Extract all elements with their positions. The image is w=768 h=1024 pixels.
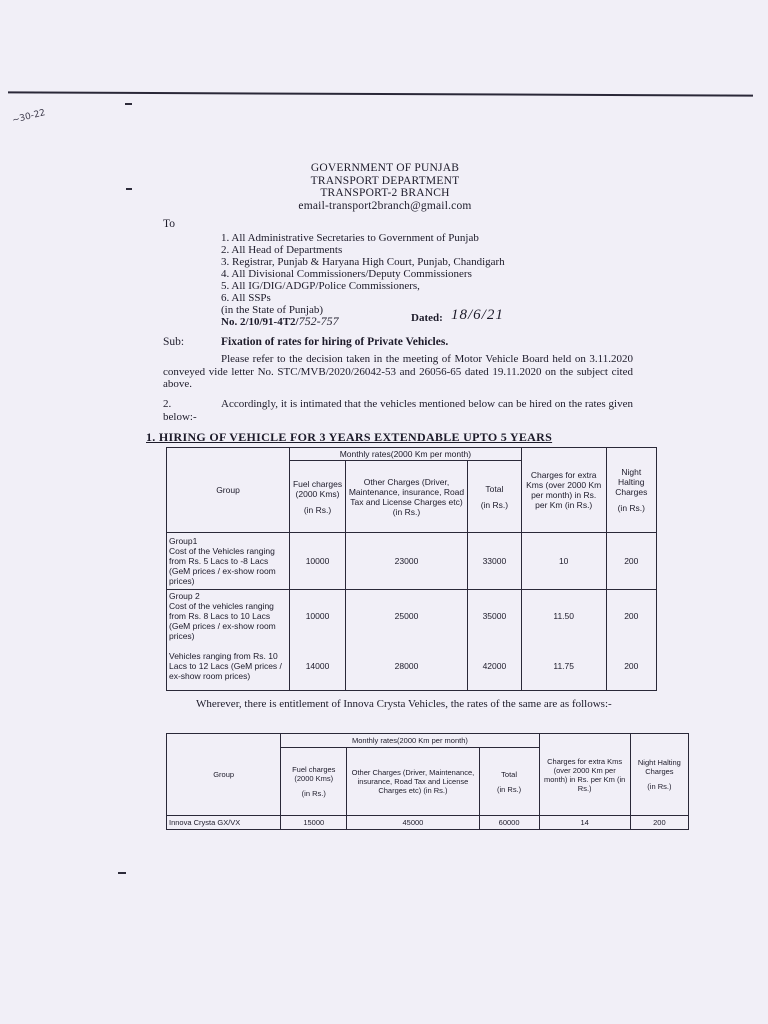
top-rule: [8, 91, 753, 96]
col-night-unit: (in Rs.): [617, 503, 645, 513]
subject-label: Sub:: [163, 336, 185, 348]
other-cell: 25000: [346, 590, 468, 643]
col-other: Other Charges (Driver, Maintenance, insurance, Road Tax and License Charges etc) (in Rs.): [347, 748, 479, 816]
group-title: Group 2: [169, 591, 200, 601]
group-desc: Vehicles ranging from Rs. 10 Lacs to 12 Lacs (GeM prices / ex-show room prices): [169, 650, 282, 681]
reference-handwritten: 752-757: [298, 314, 339, 328]
table-header-row: [167, 448, 657, 461]
rates-table-2: [166, 733, 689, 830]
col-fuel-label: Fuel charges (2000 Kms): [292, 765, 336, 783]
addressee-list: [221, 232, 505, 316]
col-total: [467, 461, 521, 533]
letterhead: [240, 162, 530, 212]
paragraph-1: Please refer to the decision taken in the meeting of Motor Vehicle Board held on 3.11.2020 conveyed vide letter No. STC/MVB/2020/26042-53 and 26056-65 dated 19.11.2020 on the subject cited above.: [163, 353, 633, 390]
monthly-rates-header: Monthly rates(2000 Km per month): [290, 448, 522, 461]
col-other-label: Other Charges (Driver, Maintenance, insurance, Road Tax and License Charges etc): [348, 476, 465, 507]
table-row: [167, 642, 657, 690]
table-row: [167, 816, 689, 830]
col-extra: Charges for extra Kms (over 2000 Km per month) in Rs. per Km (in Rs.): [521, 448, 606, 533]
other-cell: 45000: [347, 816, 479, 830]
col-fuel-label: Fuel charges (2000 Kms): [292, 478, 343, 499]
col-night-label: Night Halting Charges: [615, 467, 648, 497]
group-desc: Cost of the vehicles ranging from Rs. 8 Lacs to 10 Lacs (GeM prices / ex-show room prices): [169, 601, 276, 641]
paragraph-3: Wherever, there is entitlement of Innova Crysta Vehicles, the rates of the same are as follows:-: [196, 698, 612, 710]
paragraph-2: [163, 398, 633, 423]
table-header-row: [167, 734, 689, 748]
reference-label: No. 2/10/91-4T2/: [221, 316, 299, 328]
addressee-item: 1. All Administrative Secretaries to Government of Punjab: [221, 232, 479, 244]
addressee-item: 2. All Head of Departments: [221, 244, 343, 256]
fuel-cell: 14000: [290, 642, 346, 690]
night-cell: 200: [630, 816, 688, 830]
section-1-heading: 1. HIRING OF VEHICLE FOR 3 YEARS EXTENDABLE UPTO 5 YEARS: [146, 430, 553, 444]
extra-cell: 11.50: [521, 590, 606, 643]
col-total-label: Total: [501, 769, 518, 779]
extra-cell: 10: [521, 533, 606, 590]
group-cell: [167, 590, 290, 643]
header-government: GOVERNMENT OF PUNJAB: [310, 162, 460, 174]
total-cell: 42000: [467, 642, 521, 690]
night-cell: 200: [606, 590, 656, 643]
night-cell: 200: [606, 533, 656, 590]
addressee-item: (in the State of Punjab): [221, 304, 324, 316]
table-row: [167, 533, 657, 590]
col-fuel-unit: (in Rs.): [303, 504, 332, 515]
col-fuel-unit: (in Rs.): [301, 789, 326, 798]
paragraph-2-number: 2.: [163, 398, 172, 410]
subject-text: Fixation of rates for hiring of Private Vehicles.: [221, 336, 449, 348]
fuel-cell: 10000: [290, 533, 346, 590]
addressee-item: 4. All Divisional Commissioners/Deputy Commissioners: [221, 268, 472, 280]
group-title: Group1: [169, 536, 198, 546]
header-email: email-transport2branch@gmail.com: [298, 199, 472, 212]
col-total: [479, 748, 539, 816]
paragraph-2-text: Accordingly, it is intimated that the vehicles mentioned below can be hired on the rates given below:-: [163, 398, 633, 423]
col-night: [606, 448, 656, 533]
other-cell: 28000: [346, 642, 468, 690]
other-cell: 23000: [346, 533, 468, 590]
fuel-cell: 15000: [281, 816, 347, 830]
col-night-unit: (in Rs.): [647, 782, 672, 791]
addressee-item: 5. All IG/DIG/ADGP/Police Commissioners,: [221, 280, 420, 292]
total-cell: 33000: [467, 533, 521, 590]
col-fuel: [290, 461, 346, 533]
scan-speck: [118, 872, 126, 874]
col-total-unit: (in Rs.): [480, 499, 509, 510]
col-other: [346, 461, 468, 533]
night-cell: 200: [606, 642, 656, 690]
col-group: Group: [167, 448, 290, 533]
header-branch: TRANSPORT-2 BRANCH: [320, 187, 450, 199]
col-group: Group: [167, 734, 281, 816]
handwritten-note: ~30-22: [11, 108, 47, 126]
total-cell: 35000: [467, 590, 521, 643]
addressee-item: 6. All SSPs: [221, 292, 271, 304]
dated-handwritten: 18/6/21: [451, 307, 504, 323]
rates-table-1: [166, 447, 657, 691]
group-desc: Cost of the Vehicles ranging from Rs. 5 Lacs to -8 Lacs (GeM prices / ex-show room prices): [169, 546, 276, 586]
to-label: To: [163, 218, 175, 230]
total-cell: 60000: [479, 816, 539, 830]
fuel-cell: 10000: [290, 590, 346, 643]
extra-cell: 11.75: [521, 642, 606, 690]
addressee-item: 3. Registrar, Punjab & Haryana High Court, Punjab, Chandigarh: [221, 256, 505, 268]
group-cell: [167, 642, 290, 690]
col-extra: Charges for extra Kms (over 2000 Km per month) in Rs. per Km (in Rs.): [539, 734, 630, 816]
col-other-unit: (in Rs.): [392, 506, 421, 517]
col-fuel: [281, 748, 347, 816]
header-department: TRANSPORT DEPARTMENT: [310, 174, 460, 187]
scan-speck: [126, 188, 132, 190]
dated-label: Dated:: [411, 312, 443, 324]
group-cell: [167, 533, 290, 590]
col-total-label: Total: [485, 483, 504, 494]
col-night: [630, 734, 688, 816]
group-cell: Innova Crysta GX/VX: [167, 816, 281, 830]
monthly-rates-header: Monthly rates(2000 Km per month): [281, 734, 539, 748]
table-row: [167, 590, 657, 643]
extra-cell: 14: [539, 816, 630, 830]
col-total-unit: (in Rs.): [497, 784, 522, 794]
col-night-label: Night Halting Charges: [637, 758, 681, 776]
scan-speck: [125, 103, 132, 105]
